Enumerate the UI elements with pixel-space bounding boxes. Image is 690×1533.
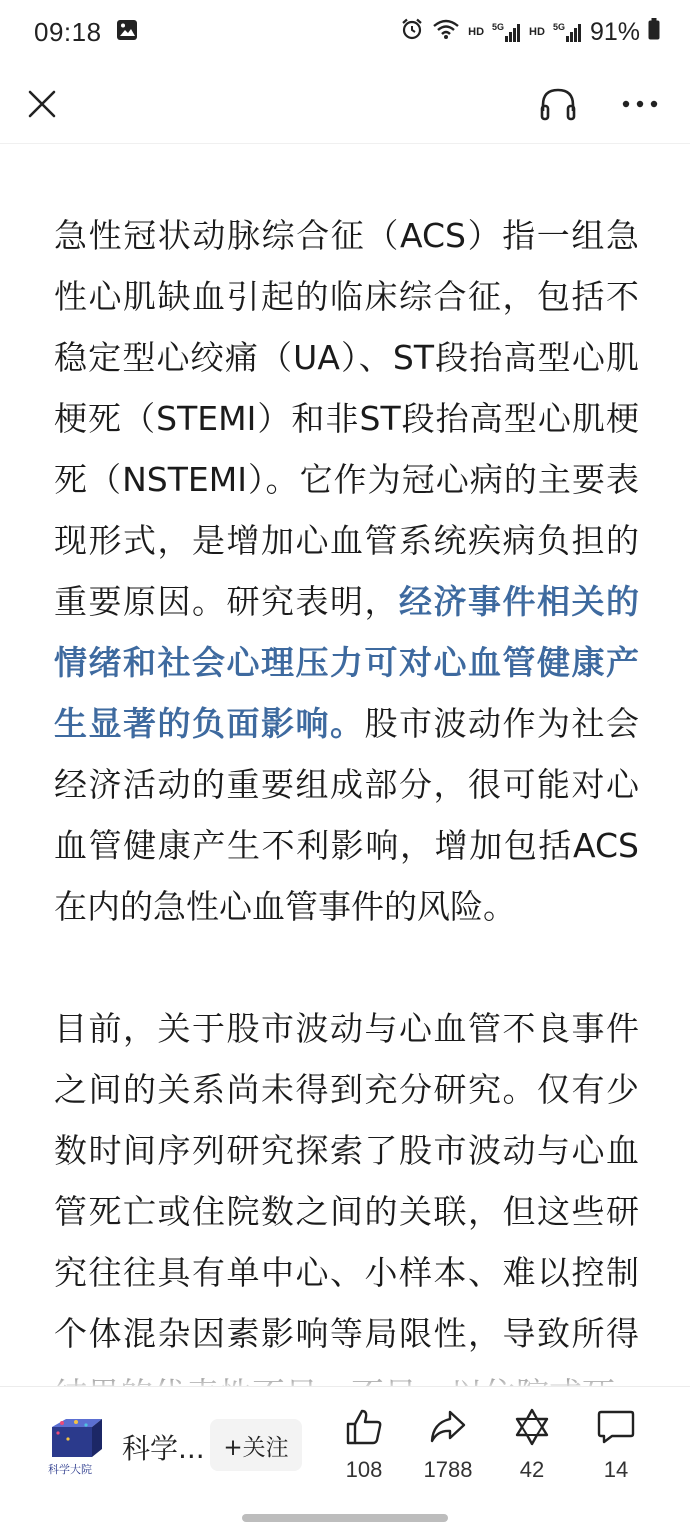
comment-bubble-icon xyxy=(596,1407,636,1451)
alarm-icon xyxy=(400,17,424,48)
paragraph-1 xyxy=(54,205,639,937)
hd-label-1: HD xyxy=(468,26,485,38)
paragraph-2: 目前，关于股市波动与心血管不良事件之间的关系尚未得到充分研究。仅有少数时间序列研究探索了股市波动与心血管死亡或住院数之间的关联，但这些研究往往具有单中心、小样本、难以控制个体混杂因素影响等局限性，导致所得 xyxy=(54,1009,639,1353)
wifi-icon xyxy=(432,18,460,47)
more-dots-icon[interactable] xyxy=(620,84,660,124)
star-hexagon-icon xyxy=(512,1407,552,1451)
close-icon[interactable] xyxy=(22,84,62,124)
gallery-icon xyxy=(116,18,138,47)
comment-button[interactable] xyxy=(571,1407,661,1483)
hd-label-2: HD xyxy=(529,26,545,38)
highlighted-text: 经济事件相关的情绪和社会心理压力可对心血管健康产生显著的负面影响。 xyxy=(54,582,639,743)
article-body xyxy=(54,205,639,1425)
author-avatar[interactable] xyxy=(46,1419,102,1477)
favorite-button[interactable] xyxy=(487,1407,577,1483)
bottom-action-bar xyxy=(0,1386,690,1533)
share-count: 1788 xyxy=(423,1457,473,1482)
thumbs-up-icon xyxy=(344,1407,384,1451)
battery-percent: 91% xyxy=(589,17,640,46)
signal-icon-1: 5G xyxy=(492,22,521,42)
paragraph-1-text-a: 急性冠状动脉综合征（ACS）指一组急性心肌缺血引起的临床综合征，包括不稳定型心绞痛（UA）、ST段抬高型心肌梗死（STEMI）和非ST段抬高型心肌梗死（NSTEMI）。它作为冠心病的主要表现形式，是增加心血管系统疾病负担的重要原因。研究表明， xyxy=(54,216,639,621)
favorite-count: 42 xyxy=(519,1457,545,1482)
author-name[interactable]: 科学... xyxy=(122,1432,205,1465)
status-bar xyxy=(0,0,690,64)
top-nav xyxy=(0,64,690,144)
follow-button[interactable]: +关注 xyxy=(210,1419,302,1471)
share-button[interactable] xyxy=(403,1407,493,1483)
comment-count: 14 xyxy=(603,1457,629,1482)
status-time: 09:18 xyxy=(34,16,102,47)
headphones-icon[interactable] xyxy=(538,84,578,124)
paragraph-1-text-b: 股市波动作为社会经济活动的重要组成部分，很可能对心血管健康产生不利影响，增加包括ACS在内的急性心血管事件的风险。 xyxy=(54,704,639,926)
home-indicator[interactable] xyxy=(242,1514,448,1522)
signal-icon-2: 5G xyxy=(553,22,582,42)
battery-icon xyxy=(648,18,660,47)
share-arrow-icon xyxy=(428,1407,468,1451)
like-count: 108 xyxy=(345,1457,383,1482)
svg-text:科学大院: 科学大院 xyxy=(48,1463,92,1476)
like-button[interactable] xyxy=(319,1407,409,1483)
